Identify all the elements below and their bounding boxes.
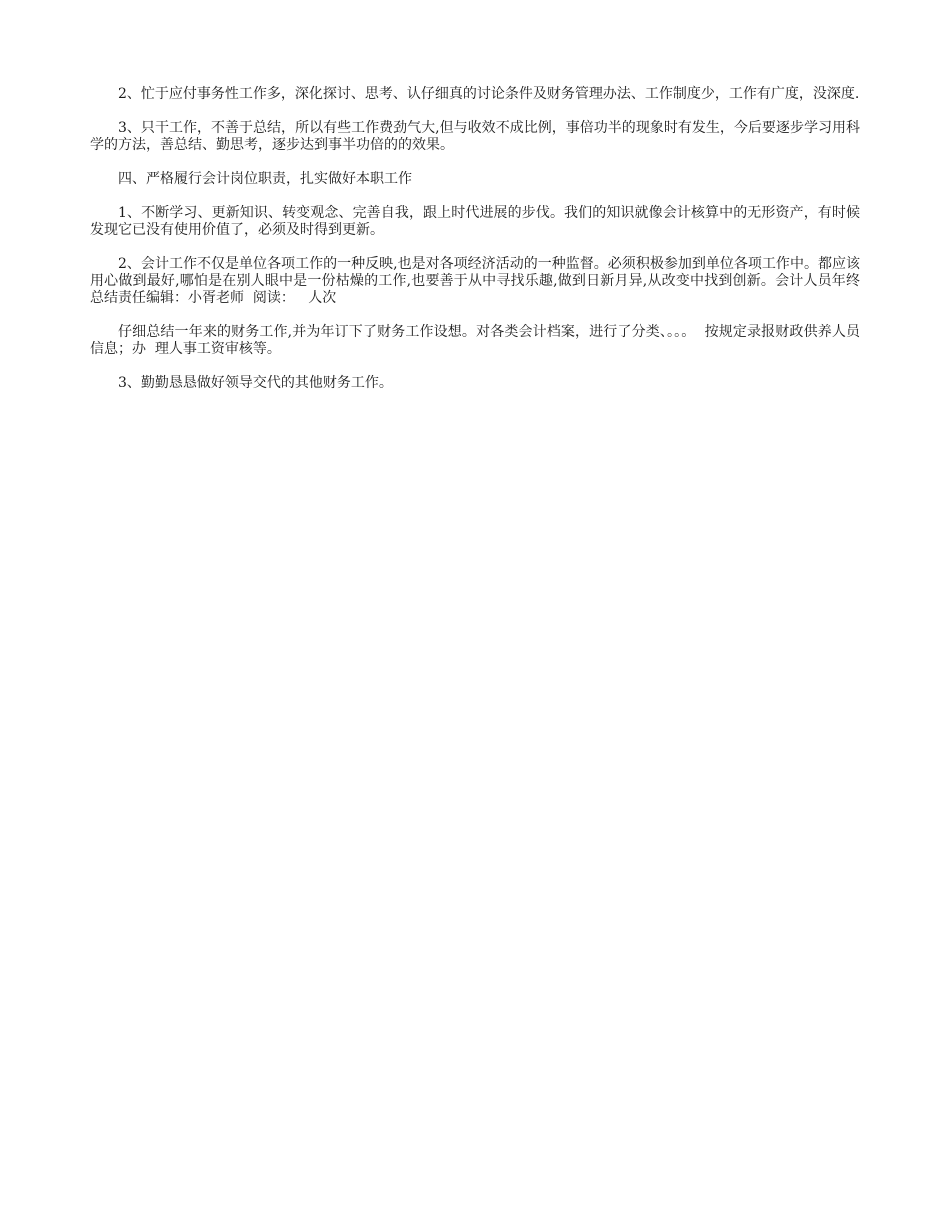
section-heading: 四、严格履行会计岗位职责，扎实做好本职工作 (118, 171, 412, 187)
document-body (90, 86, 860, 409)
paragraph-3: 1、不断学习、更新知识、转变观念、完善自我，跟上时代进展的步伐。我们的知识就像会计核算中的无形资产，有时候发现它已没有使用价值了，必须及时得到更新。 (90, 205, 860, 238)
paragraph-2: 3、只干工作，不善于总结，所以有些工作费劲气大,但与收效不成比例，事倍功半的现象时有发生，今后要逐步学习用科学的方法，善总结、勤思考，逐步达到事半功倍的的效果。 (90, 120, 860, 153)
paragraph-6: 3、勤勤恳恳做好领导交代的其他财务工作。 (118, 375, 393, 391)
paragraph-1: 2、忙于应付事务性工作多，深化探讨、思考、认仔细真的讨论条件及财务管理办法、工作制度少，工作有广度，没深度. (118, 86, 860, 102)
paragraph-4: 2、会计工作不仅是单位各项工作的一种反映,也是对各项经济活动的一种监督。必须积极参加到单位各项工作中。都应该用心做到最好,哪怕是在别人眼中是一份枯燥的工作,也要善于从中寻找乐趣,做到日新月异,从改变中找到创新。会计人员年终总结责任编辑：小胥老师 阅读： 人次 (90, 256, 860, 306)
paragraph-5: 仔细总结一年来的财务工作,并为年订下了财务工作设想。对各类会计档案，进行了分类、。。。 按规定录报财政供养人员信息；办 理人事工资审核等。 (90, 324, 860, 357)
